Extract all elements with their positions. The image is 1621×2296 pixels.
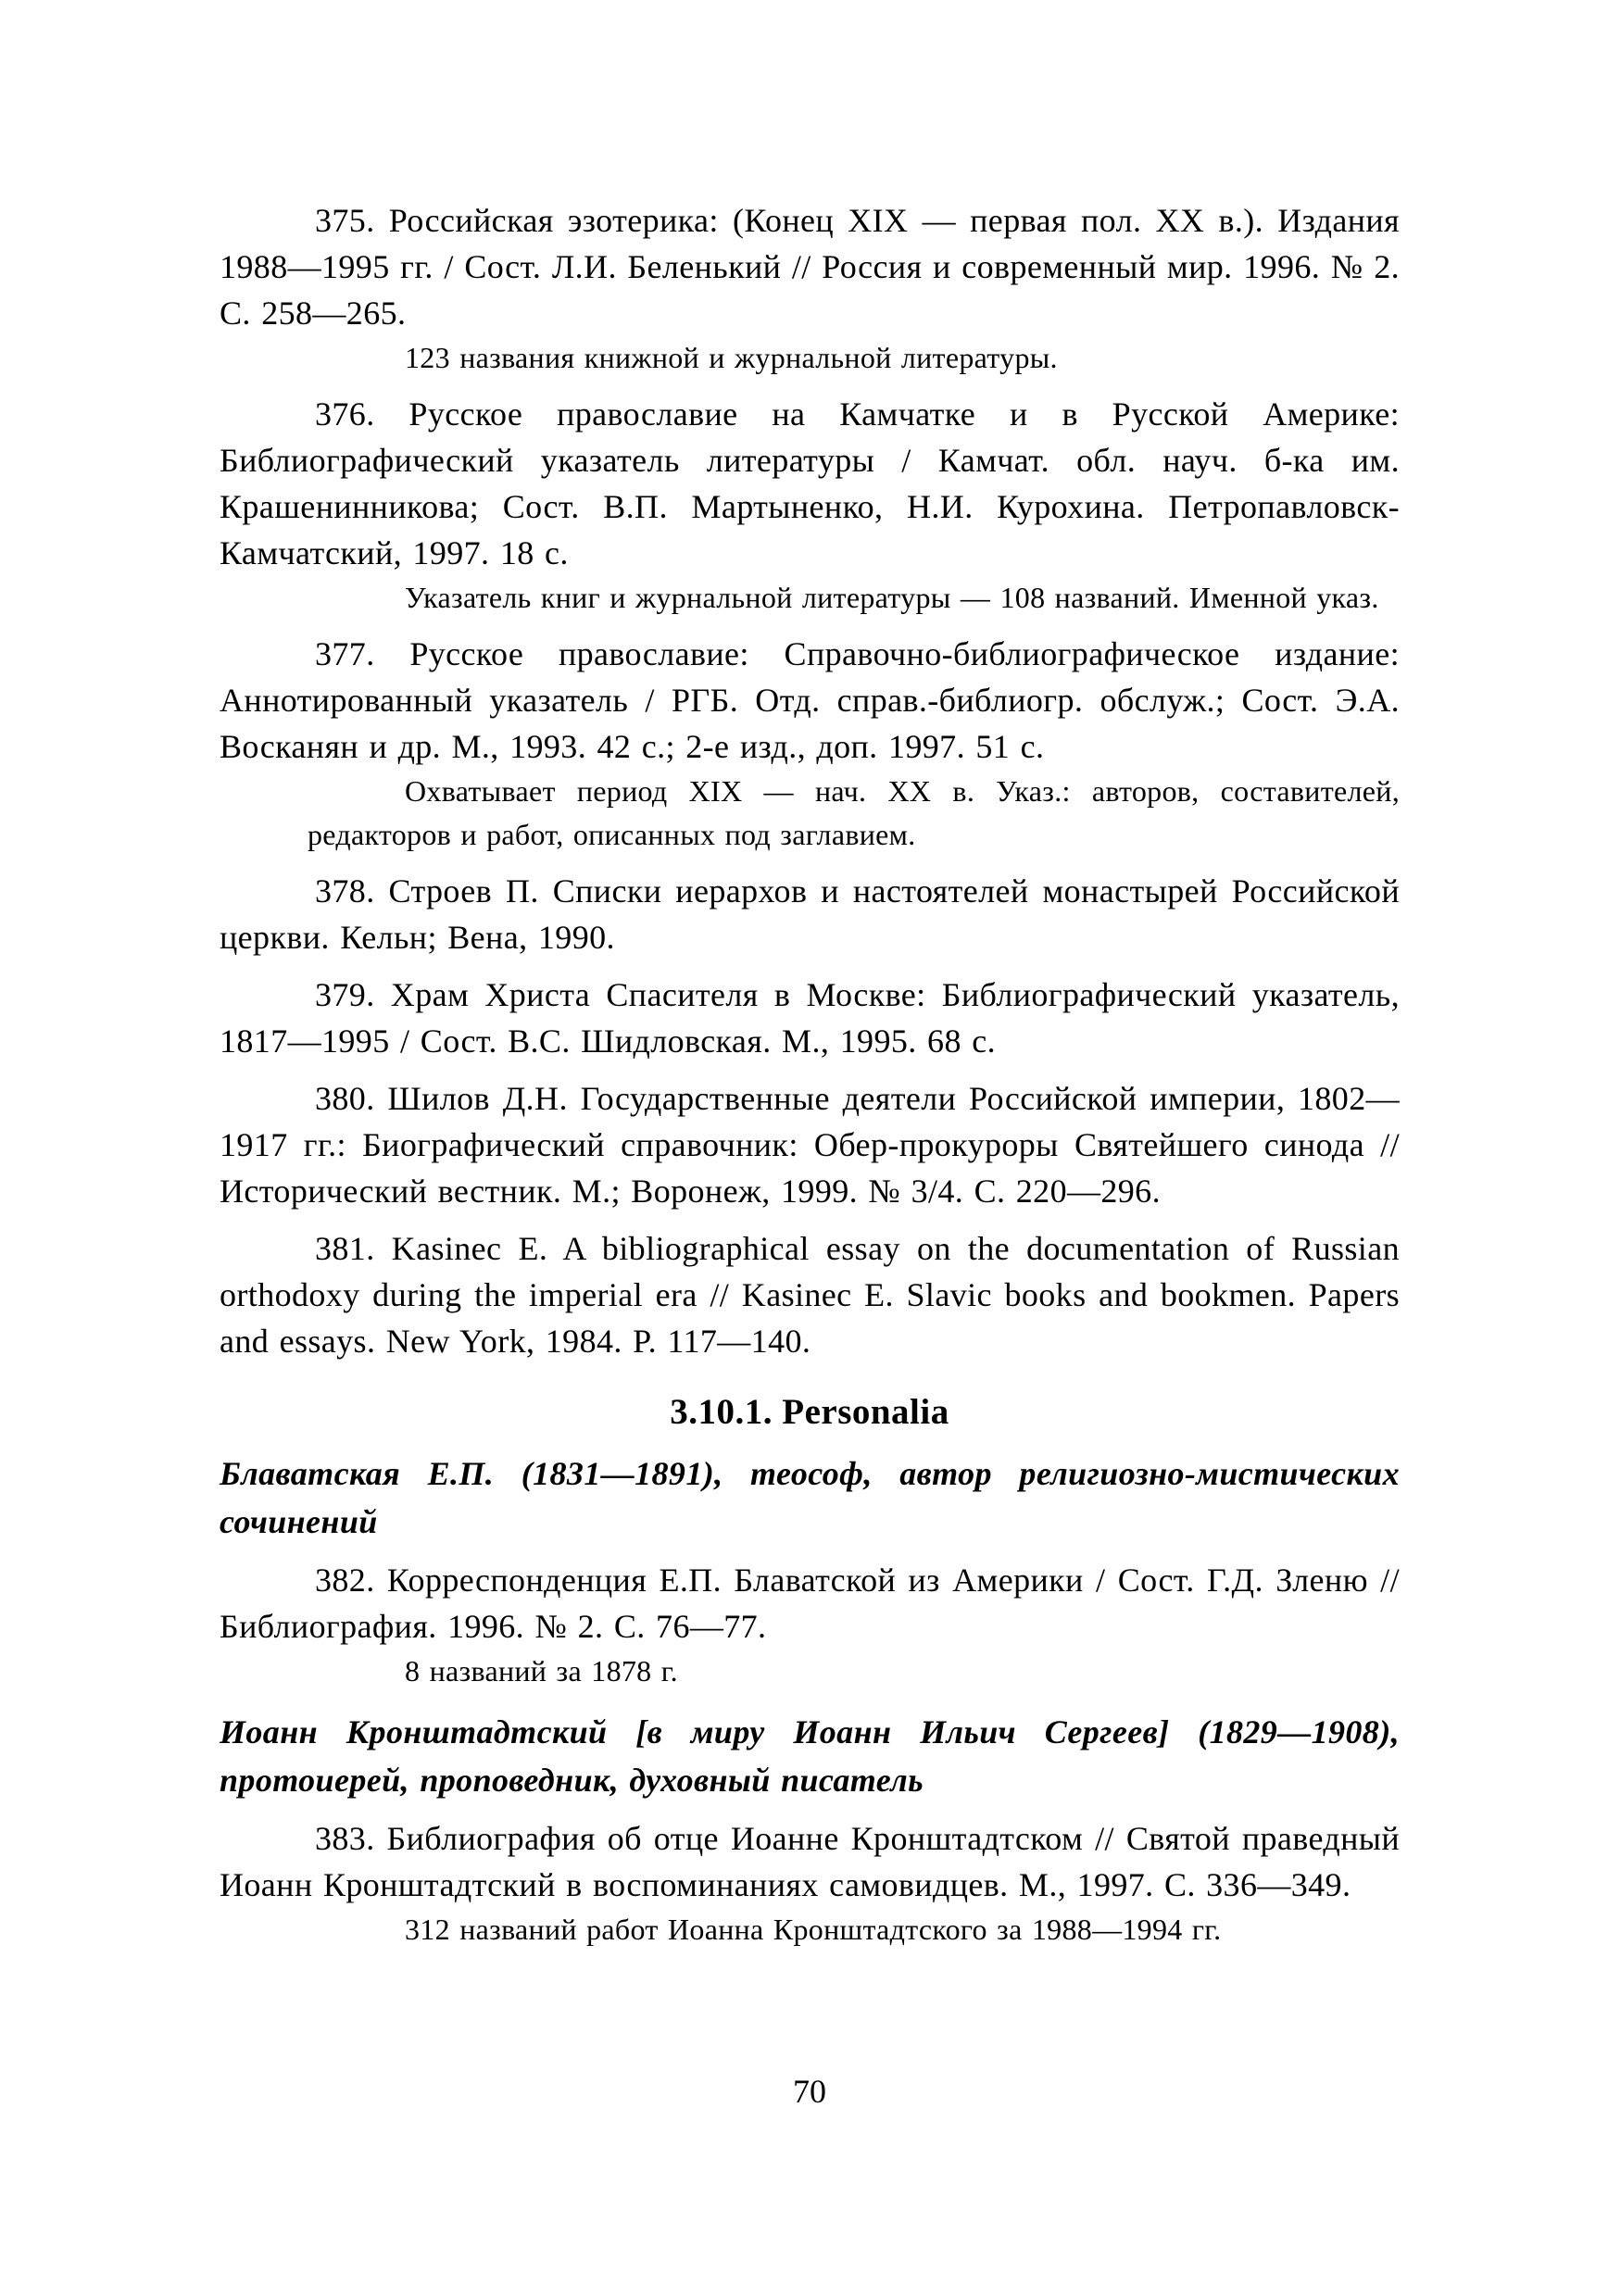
bib-entry-376: 376. Русское православие на Камчатке и в Русской Америке: Библиографический указатель литературы / Камчат. обл. науч. б-ка им. Крашенинникова; Сост. В.П. Мартыненко, Н.И. Курохина. Петропавловск-Камчатский, 1997. 18 с.: [220, 395, 1400, 571]
person-heading-blavatskaya: Блаватская Е.П. (1831—1891), теософ, автор религиозно-мистических сочинений: [220, 1455, 1400, 1540]
bib-entry-382: 382. Корреспонденция Е.П. Блаватской из Америки / Сост. Г.Д. Зленю // Библиография. 1996. № 2. С. 76—77.: [220, 1562, 1400, 1645]
bib-annotation-377: Охватывает период XIX — нач. XX в. Указ.: авторов, составителей, редакторов и работ, описанных под заглавием.: [308, 774, 1400, 851]
bib-entry-381: 381. Kasinec E. A bibliographical essay on the documentation of Russian orthodoxy during the imperial era // Kasinec E. Slavic books and bookmen. Papers and essays. New York, 1984. P. 117—140.: [220, 1230, 1400, 1360]
bib-annotation-383: 312 названий работ Иоанна Кронштадтского за 1988—1994 гг.: [405, 1913, 1222, 1946]
page-number: 70: [793, 2073, 826, 2110]
person-heading-ioann-kronshtadtsky: Иоанн Кронштадтский [в миру Иоанн Ильич Сергеев] (1829—1908), протоиерей, проповедник, духовный писатель: [220, 1713, 1400, 1799]
bib-entry-383: 383. Библиография об отце Иоанне Кронштадтском // Святой праведный Иоанн Кронштадтский в воспоминаниях самовидцев. М., 1997. С. 336—349.: [220, 1820, 1400, 1903]
bib-annotation-376: Указатель книг и журнальной литературы — 108 названий. Именной указ.: [405, 581, 1379, 614]
bib-annotation-382: 8 названий за 1878 г.: [405, 1654, 678, 1687]
bib-entry-380: 380. Шилов Д.Н. Государственные деятели Российской империи, 1802—1917 гг.: Биографический справочник: Обер-прокуроры Святейшего синода // Исторический вестник. М.; Воронеж, 1999. № 3/4. С. 220—296.: [220, 1080, 1400, 1210]
bib-entry-375: 375. Российская эзотерика: (Конец XIX — первая пол. XX в.). Издания 1988—1995 гг. / Сост. Л.И. Беленький // Россия и современный мир. 1996. № 2. С. 258—265.: [220, 202, 1400, 332]
bib-entry-377: 377. Русское православие: Справочно-библиографическое издание: Аннотированный указатель / РГБ. Отд. справ.-библиогр. обслуж.; Сост. Э.А. Восканян и др. М., 1993. 42 с.; 2-е изд., доп. 1997. 51 с.: [220, 635, 1400, 765]
bib-annotation-375: 123 названия книжной и журнальной литературы.: [405, 341, 1058, 374]
bib-entry-378: 378. Строев П. Списки иерархов и настоятелей монастырей Российской церкви. Кельн; Вена, 1990.: [220, 872, 1400, 956]
bib-entry-379: 379. Храм Христа Спасителя в Москве: Библиографический указатель, 1817—1995 / Сост. В.С. Шидловская. М., 1995. 68 с.: [220, 976, 1400, 1060]
text-block: [220, 197, 1400, 1951]
section-heading-personalia: 3.10.1. Personalia: [670, 1392, 949, 1432]
